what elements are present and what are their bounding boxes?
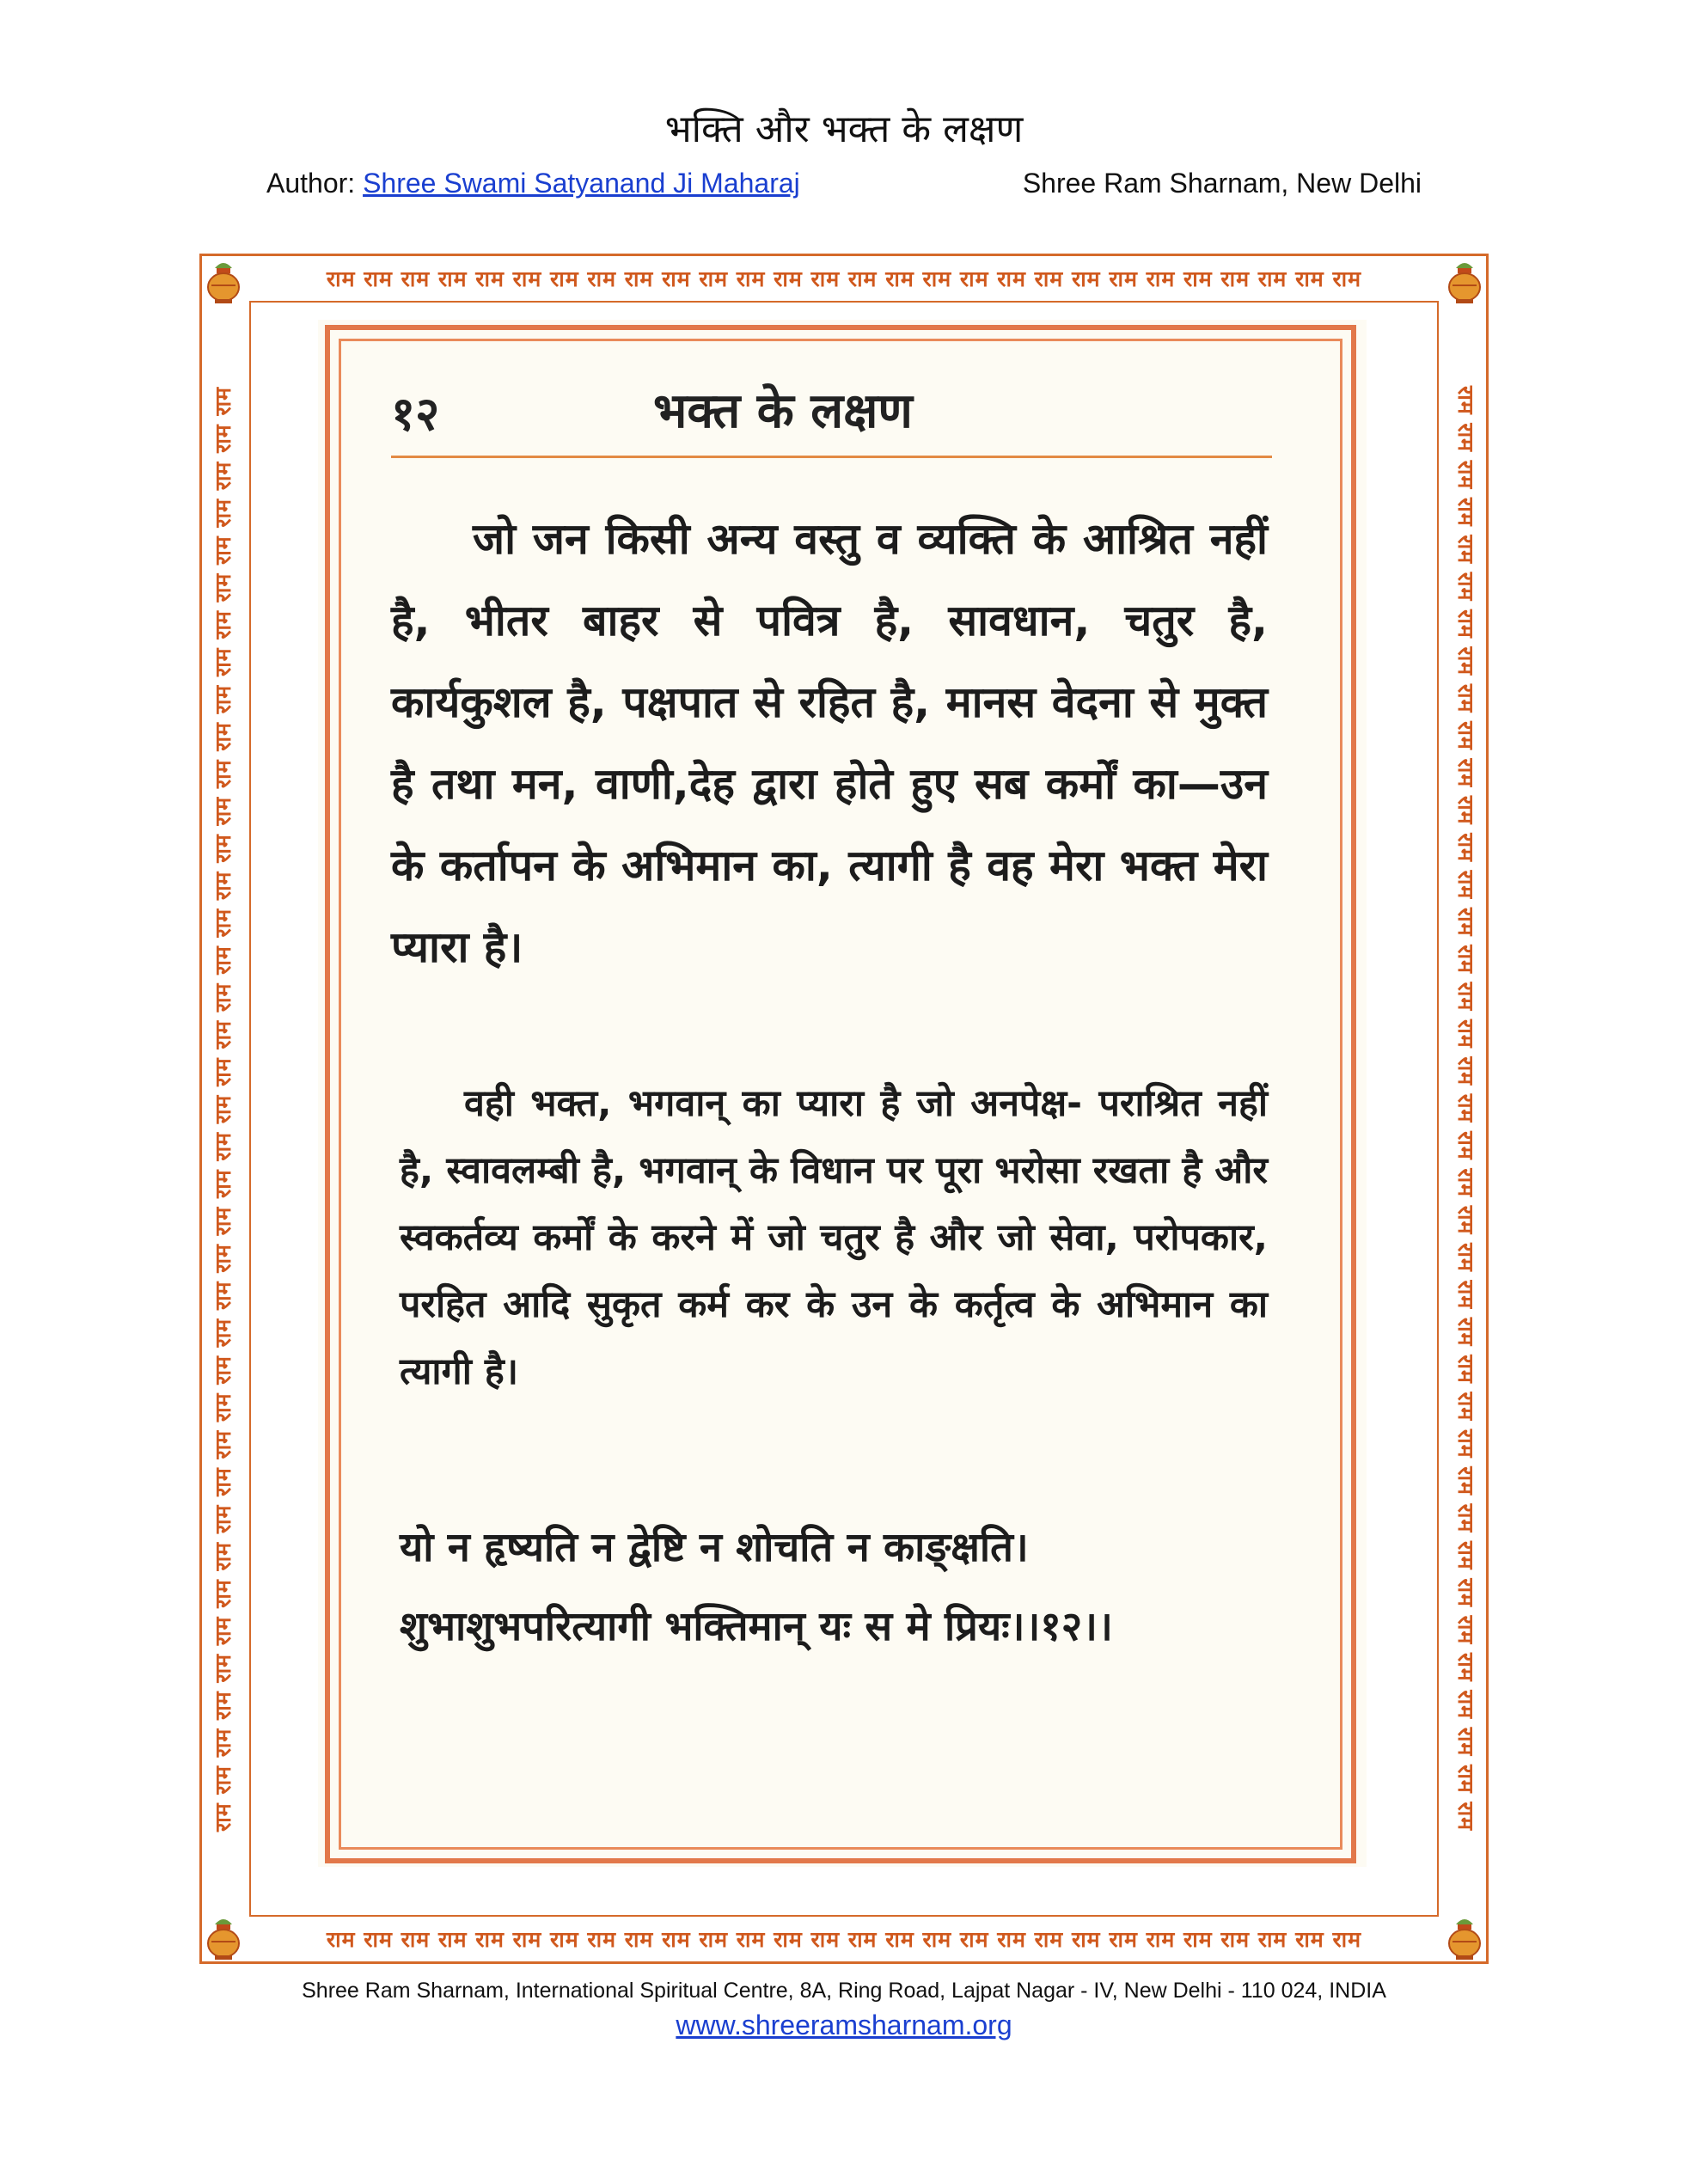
paragraph-2	[400, 1070, 1268, 1405]
kalash-icon	[203, 256, 244, 304]
kalash-icon	[203, 1912, 244, 1961]
kalash-icon	[1444, 1912, 1485, 1961]
verse-line-1: यो न हृष्यति न द्वेष्टि न शोचति न काङ्क्षति।	[400, 1524, 1029, 1571]
ram-border-right: राम राम राम राम राम राम राम राम राम राम राम राम राम राम राम राम राम राम राम राम राम राम राम राम राम राम राम राम राम राम राम राम राम राम राम राम राम राम राम	[1453, 386, 1478, 1832]
paragraph-1-text: जो जन किसी अन्य वस्तु व व्यक्ति के आश्रित नहीं है, भीतर बाहर से पवित्र है, सावधान, चतुर है, कार्यकुशल है, पक्षपात से रहित है, मानस वेदना से मुक्त है तथा मन, वाणी,देह द्वारा होते हुए सब कर्मों का—उन के कर्तापन के अभिमान का, त्यागी है वह मेरा भक्त मेरा प्यारा है।	[391, 514, 1268, 972]
paragraph-2-text: वही भक्त, भगवान् का प्यारा है जो अनपेक्ष- पराश्रित नहीं है, स्वावलम्बी है, भगवान् के विधान पर पूरा भरोसा रखता है और स्वकर्तव्य कर्मों के करने में जो चतुर है और जो सेवा, परोपकार, परहित आदि सुकृत कर्म कर के उन के कर्तृत्व के अभिमान का त्यागी है।	[400, 1082, 1268, 1393]
kalash-icon	[1444, 256, 1485, 304]
page-title: भक्ति और भक्त के लक्षण	[664, 107, 1024, 151]
ram-border-top: राम राम राम राम राम राम राम राम राम राम राम राम राम राम राम राम राम राम राम राम राम राम राम राम राम राम राम राम	[326, 266, 1362, 291]
author-line	[266, 168, 800, 199]
page-heading: भक्त के लक्षण	[653, 383, 913, 439]
footer-url	[0, 2010, 1688, 2041]
author-link[interactable]: Shree Swami Satyanand Ji Maharaj	[363, 168, 800, 199]
paragraph-1	[391, 499, 1268, 988]
page-number: १२	[391, 387, 440, 441]
org-name: Shree Ram Sharnam, New Delhi	[1022, 168, 1422, 199]
website-link[interactable]: www.shreeramsharnam.org	[676, 2010, 1012, 2040]
ram-border-bottom: राम राम राम राम राम राम राम राम राम राम राम राम राम राम राम राम राम राम राम राम राम राम राम राम राम राम राम राम	[326, 1927, 1362, 1952]
heading-rule	[391, 456, 1272, 458]
footer-address: Shree Ram Sharnam, International Spiritual Centre, 8A, Ring Road, Lajpat Nagar - IV, New Delhi - 110 024, INDIA	[302, 1979, 1386, 2003]
ram-border-left: राम राम राम राम राम राम राम राम राम राम राम राम राम राम राम राम राम राम राम राम राम राम राम राम राम राम राम राम राम राम राम राम राम राम राम राम राम राम राम	[211, 386, 235, 1832]
author-label: Author:	[266, 168, 356, 199]
verse-line-2: शुभाशुभपरित्यागी भक्तिमान् यः स मे प्रियः।।१२।।	[400, 1603, 1113, 1650]
sanskrit-verse	[400, 1508, 1276, 1667]
